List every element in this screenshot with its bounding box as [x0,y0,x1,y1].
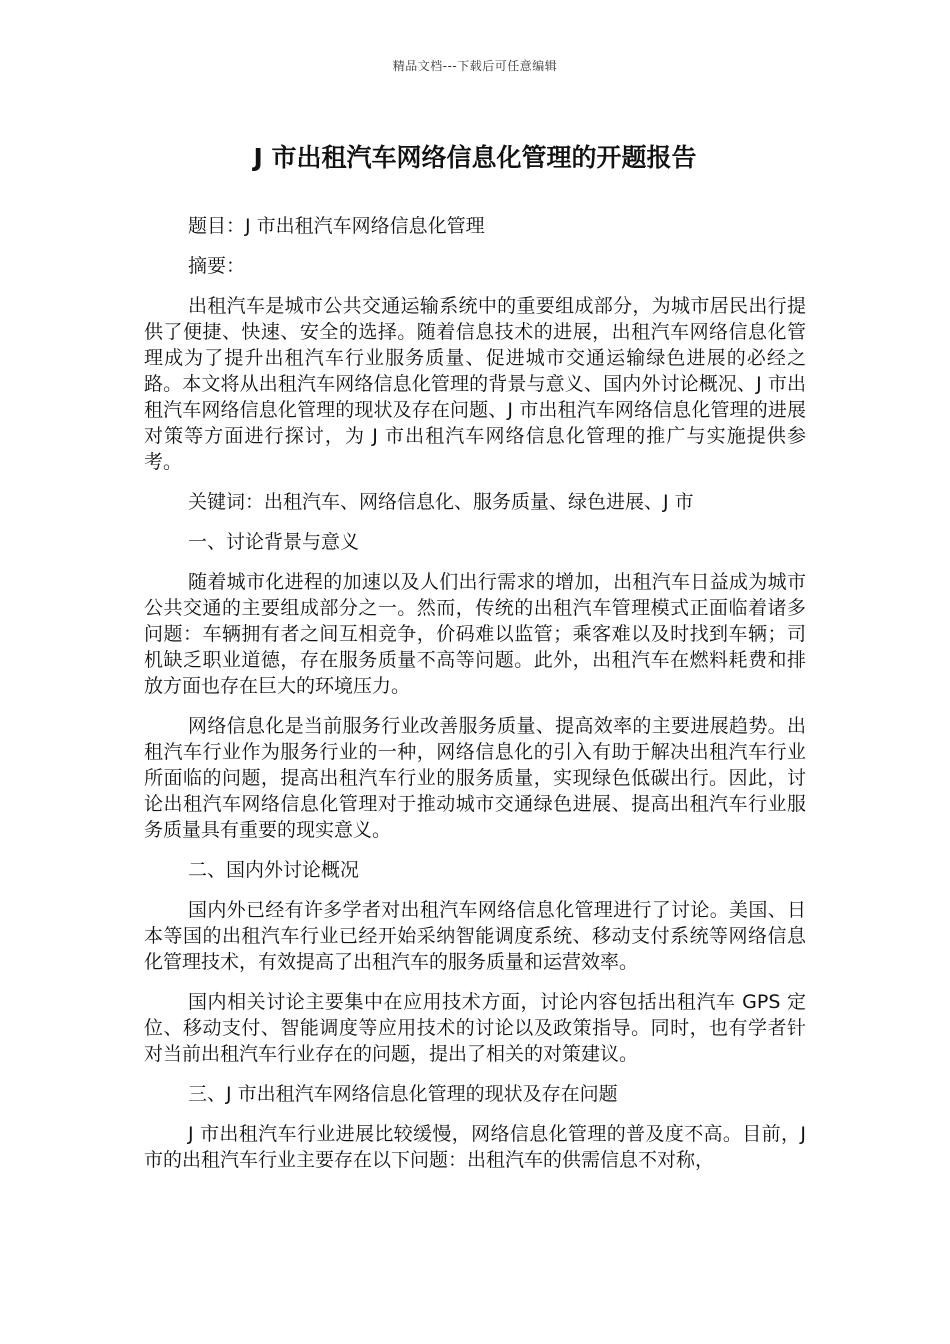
abstract-label: 摘要： [188,255,246,277]
keywords-line: 关键词：出租汽车、网络信息化、服务质量、绿色进展、J 市 [188,491,694,513]
section-1-paragraph-1: 随着城市化进程的加速以及人们出行需求的增加，出租汽车日益成为城市公共交通的主要组成部分之一。然而，传统的出租汽车管理模式正面临着诸多问题：车辆拥有者之间互相竞争，价码难以监管；乘客难以及时找到车辆；司机缺乏职业道德，存在服务质量不高等问题。此外，出租汽车在燃料耗费和排放方面也存在巨大的环境压力。 [144,571,806,697]
topic-line: 题目：J 市出租汽车网络信息化管理 [188,215,485,237]
abstract-paragraph: 出租汽车是城市公共交通运输系统中的重要组成部分，为城市居民出行提供了便捷、快速、安全的选择。随着信息技术的进展，出租汽车网络信息化管理成为了提升出租汽车行业服务质量、促进城市交通运输绿色进展的必经之路。本文将从出租汽车网络信息化管理的背景与意义、国内外讨论概况、J 市出租汽车网络信息化管理的现状及存在问题、J 市出租汽车网络信息化管理的进展对策等方面进行探讨，为 J 市出租汽车网络信息化管理的推广与实施提供参考。 [144,295,806,473]
section-1-paragraph-2: 网络信息化是当前服务行业改善服务质量、提高效率的主要进展趋势。出租汽车行业作为服务行业的一种，网络信息化的引入有助于解决出租汽车行业所面临的问题，提高出租汽车行业的服务质量，实现绿色低碳出行。因此，讨论出租汽车网络信息化管理对于推动城市交通绿色进展、提高出租汽车行业服务质量具有重要的现实意义。 [144,715,806,841]
section-heading-1: 一、讨论背景与意义 [188,531,360,553]
section-3-paragraph-1: J 市出租汽车行业进展比较缓慢，网络信息化管理的普及度不高。目前，J 市的出租汽车行业主要存在以下问题：出租汽车的供需信息不对称， [144,1123,806,1171]
document-body [144,213,806,1187]
section-2-paragraph-1: 国内外已经有许多学者对出租汽车网络信息化管理进行了讨论。美国、日本等国的出租汽车行业已经开始采纳智能调度系统、移动支付系统等网络信息化管理技术，有效提高了出租汽车的服务质量和运营效率。 [144,899,806,973]
section-heading-3: 三、J 市出租汽车网络信息化管理的现状及存在问题 [188,1083,618,1105]
document-title: J 市出租汽车网络信息化管理的开题报告 [253,143,697,172]
section-heading-2: 二、国内外讨论概况 [188,859,360,881]
header-note: 精品文档---下载后可任意编辑 [392,59,558,73]
section-2-paragraph-2: 国内相关讨论主要集中在应用技术方面，讨论内容包括出租汽车 GPS 定位、移动支付、智能调度等应用技术的讨论以及政策指导。同时，也有学者针对当前出租汽车行业存在的问题，提出了相关的对策建议。 [144,991,806,1065]
